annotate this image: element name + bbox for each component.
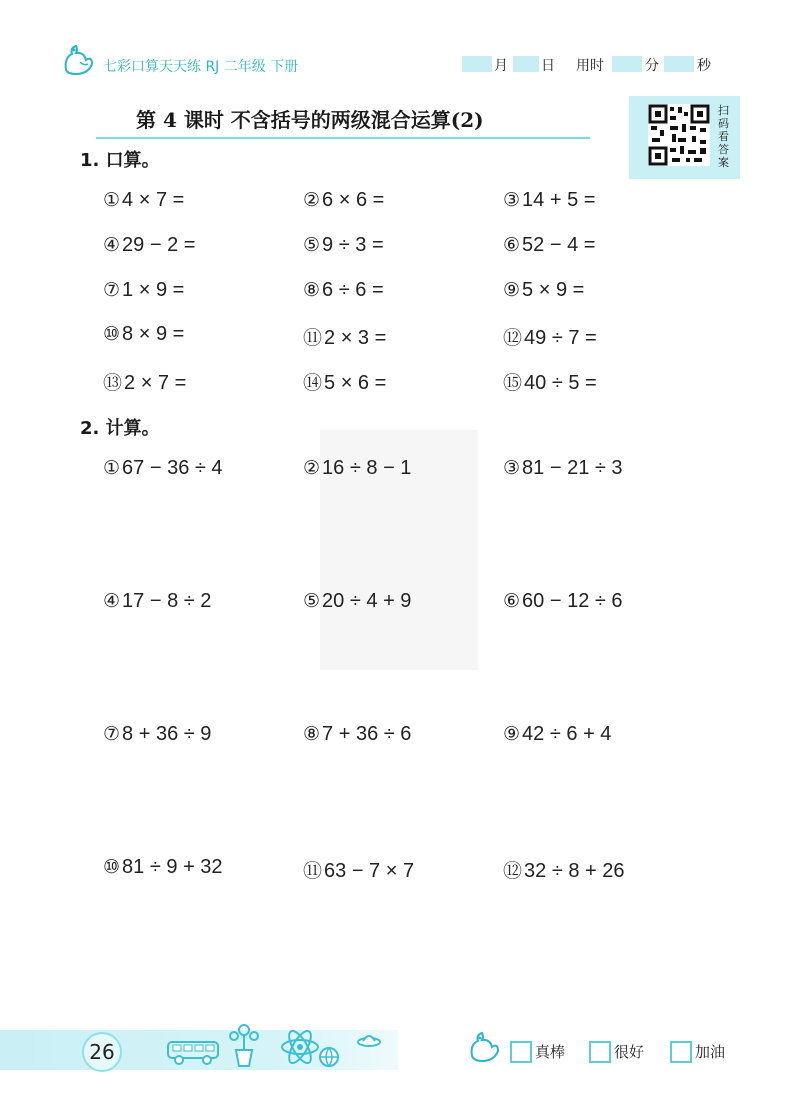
problem-number: ⑦ <box>103 279 121 301</box>
title-underline <box>96 137 590 139</box>
oral-problem <box>103 368 186 395</box>
problem-number: ⑩ <box>103 323 121 345</box>
ball-icon <box>318 1046 340 1068</box>
day-label: 日 <box>541 58 555 74</box>
section-1-heading: 1. 口算。 <box>80 150 160 171</box>
problem-expression: 60 − 12 ÷ 6 <box>522 590 623 612</box>
problem-expression: 67 − 36 ÷ 4 <box>122 457 223 479</box>
calc-problem <box>503 590 623 613</box>
seconds-blank[interactable] <box>664 56 694 72</box>
problem-number: ① <box>103 457 121 479</box>
problem-expression: 9 ÷ 3 = <box>322 234 384 256</box>
calc-problem <box>303 856 414 883</box>
problem-expression: 32 ÷ 8 + 26 <box>524 860 625 882</box>
calc-problem <box>103 457 223 480</box>
oral-problem <box>303 234 384 257</box>
problem-expression: 52 − 4 = <box>522 234 596 256</box>
problem-expression: 8 × 9 = <box>122 323 185 345</box>
problem-number: ⑦ <box>103 723 121 745</box>
rooster-logo-icon <box>58 40 98 80</box>
problem-expression: 6 ÷ 6 = <box>322 279 384 301</box>
calc-problem <box>503 457 623 480</box>
problem-number: ⑫ <box>503 860 523 882</box>
problem-number: ⑮ <box>503 372 523 394</box>
oral-problem <box>303 189 384 212</box>
problem-number: ⑤ <box>303 234 321 256</box>
oral-problem <box>103 323 184 346</box>
oral-problem <box>303 279 384 302</box>
problem-expression: 63 − 7 × 7 <box>324 860 415 882</box>
rooster-mascot-icon <box>466 1030 502 1064</box>
calc-problem <box>503 723 611 746</box>
problem-number: ⑥ <box>503 590 521 612</box>
problem-number: ② <box>303 189 321 211</box>
rating-checkbox-keep-going[interactable] <box>670 1041 692 1063</box>
problem-expression: 81 − 21 ÷ 3 <box>522 457 623 479</box>
month-blank[interactable] <box>462 56 492 72</box>
oral-problem <box>303 323 386 350</box>
atom-icon <box>278 1026 322 1068</box>
problem-expression: 40 ÷ 5 = <box>524 372 597 394</box>
problem-expression: 20 ÷ 4 + 9 <box>322 590 412 612</box>
problem-expression: 81 ÷ 9 + 32 <box>122 856 223 878</box>
problem-expression: 16 ÷ 8 − 1 <box>322 457 412 479</box>
calc-problem <box>103 723 211 746</box>
calc-problem <box>303 457 411 480</box>
rating-checkbox-great[interactable] <box>510 1041 532 1063</box>
oral-problem <box>103 189 184 212</box>
problem-expression: 1 × 9 = <box>122 279 185 301</box>
problem-expression: 42 ÷ 6 + 4 <box>522 723 612 745</box>
seconds-label: 秒 <box>697 58 711 74</box>
ufo-icon <box>356 1030 382 1050</box>
qr-code-icon[interactable] <box>648 104 710 166</box>
problem-expression: 2 × 3 = <box>324 327 387 349</box>
oral-problem <box>503 189 595 212</box>
potted-plant-icon <box>226 1022 262 1068</box>
calc-problem <box>303 723 411 746</box>
calc-problem <box>103 590 211 613</box>
calc-problem <box>303 590 411 613</box>
problem-number: ⑭ <box>303 372 323 394</box>
problem-number: ⑧ <box>303 723 321 745</box>
problem-number: ⑨ <box>503 279 521 301</box>
problem-number: ① <box>103 189 121 211</box>
problem-number: ⑪ <box>303 860 323 882</box>
rating-label-keep-going: 加油 <box>695 1043 726 1061</box>
calc-problem <box>503 856 625 883</box>
month-label: 月 <box>494 58 508 74</box>
problem-number: ⑪ <box>303 327 323 349</box>
minutes-label: 分 <box>645 58 659 74</box>
problem-number: ② <box>303 457 321 479</box>
oral-problem <box>103 279 184 302</box>
section-2-heading: 2. 计算。 <box>80 418 160 439</box>
page-number: 26 <box>82 1032 122 1072</box>
rating-label-good: 很好 <box>614 1043 645 1061</box>
problem-expression: 7 + 36 ÷ 6 <box>322 723 412 745</box>
oral-problem <box>503 279 584 302</box>
bus-icon <box>166 1036 222 1066</box>
problem-expression: 49 ÷ 7 = <box>524 327 597 349</box>
minutes-blank[interactable] <box>612 56 642 72</box>
problem-number: ⑩ <box>103 856 121 878</box>
day-blank[interactable] <box>513 56 539 72</box>
problem-expression: 4 × 7 = <box>122 189 185 211</box>
problem-expression: 14 + 5 = <box>522 189 596 211</box>
rating-label-great: 真棒 <box>535 1043 566 1061</box>
problem-expression: 8 + 36 ÷ 9 <box>122 723 212 745</box>
problem-number: ⑫ <box>503 327 523 349</box>
oral-problem <box>103 234 195 257</box>
lesson-title: 第 4 课时 不含括号的两级混合运算(2) <box>136 108 484 132</box>
problem-number: ⑥ <box>503 234 521 256</box>
problem-expression: 6 × 6 = <box>322 189 385 211</box>
oral-problem <box>503 368 597 395</box>
problem-expression: 2 × 7 = <box>124 372 187 394</box>
oral-problem <box>503 323 597 350</box>
problem-number: ③ <box>503 457 521 479</box>
oral-problem <box>303 368 386 395</box>
problem-number: ④ <box>103 590 121 612</box>
calc-problem <box>103 856 223 879</box>
qr-caption: 扫码看答案 <box>718 104 729 169</box>
problem-expression: 17 − 8 ÷ 2 <box>122 590 212 612</box>
problem-number: ④ <box>103 234 121 256</box>
problem-expression: 29 − 2 = <box>122 234 196 256</box>
series-title: 七彩口算天天练 RJ 二年级 下册 <box>103 59 299 75</box>
problem-number: ⑧ <box>303 279 321 301</box>
problem-number: ⑬ <box>103 372 123 394</box>
rating-checkbox-good[interactable] <box>589 1041 611 1063</box>
oral-problem <box>503 234 595 257</box>
time-used-label: 用时 <box>576 58 604 74</box>
problem-number: ③ <box>503 189 521 211</box>
problem-number: ⑤ <box>303 590 321 612</box>
problem-expression: 5 × 6 = <box>324 372 387 394</box>
problem-expression: 5 × 9 = <box>522 279 585 301</box>
problem-number: ⑨ <box>503 723 521 745</box>
